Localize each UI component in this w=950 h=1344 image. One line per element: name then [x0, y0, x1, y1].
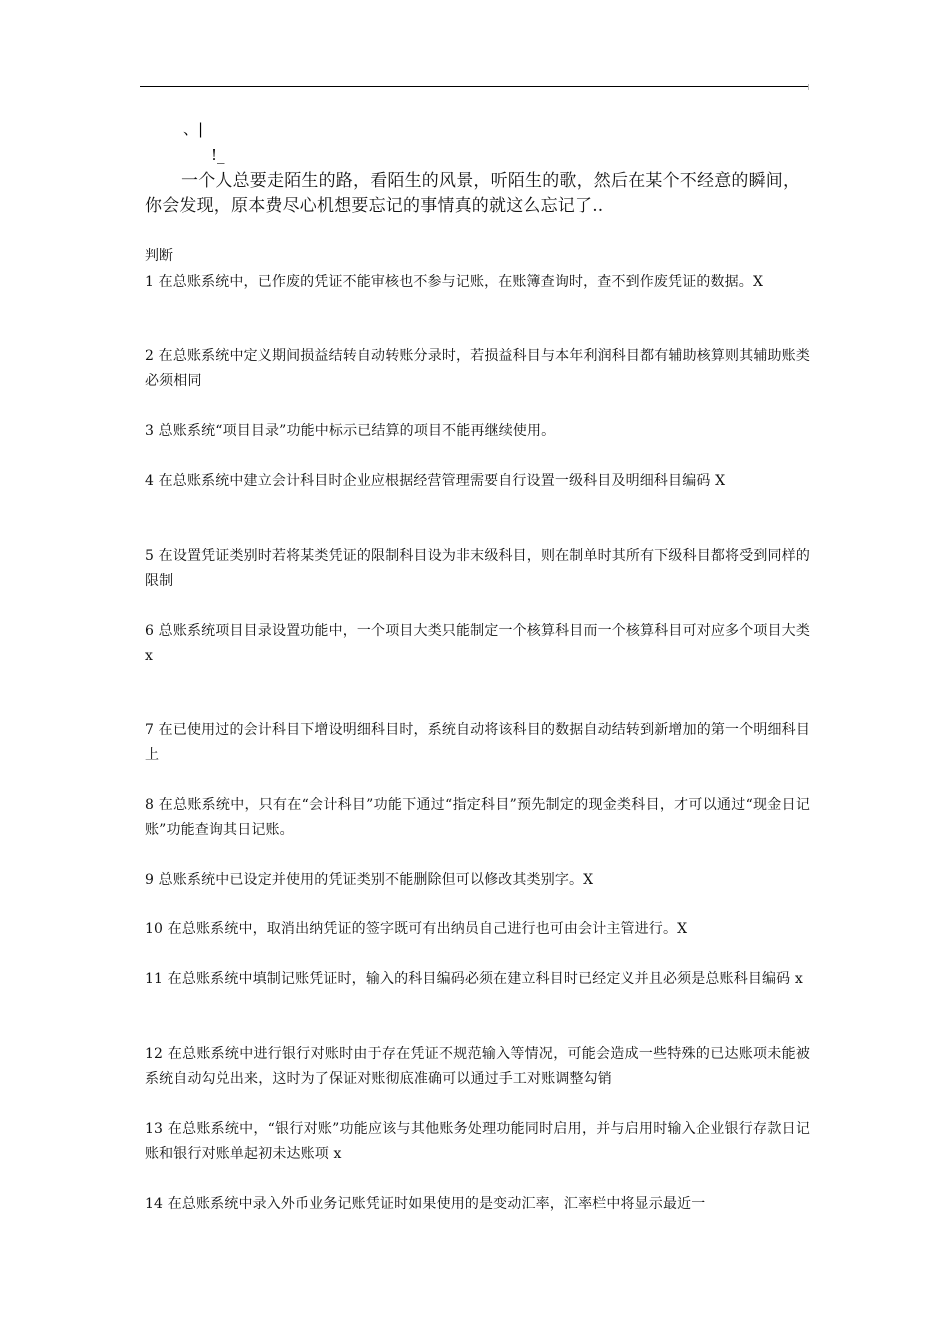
header-rule-end-mark: [808, 84, 809, 90]
question-item: 8 在总账系统中，只有在“会计科目”功能下通过“指定科目”预先制定的现金类科目，才可以通过“现金日记账”功能查询其日记账。: [145, 797, 810, 838]
intro-paragraph: 一个人总要走陌生的路，看陌生的风景，听陌生的歌，然后在某个不经意的瞬间，你会发现，原本费尽心机想要忘记的事情真的就这么忘记了..: [145, 171, 801, 216]
question-item: 14 在总账系统中录入外币业务记账凭证时如果使用的是变动汇率，汇率栏中将显示最近一: [145, 1196, 706, 1212]
question-item: 10 在总账系统中，取消出纳凭证的签字既可有出纳员自己进行也可由会计主管进行。X: [145, 921, 688, 937]
question-item: 12 在总账系统中进行银行对账时由于存在凭证不规范输入等情况，可能会造成一些特殊的已达账项未能被系统自动勾兑出来，这时为了保证对账彻底准确可以通过手工对账调整勾销: [145, 1046, 810, 1087]
question-item: 9 总账系统中已设定并使用的凭证类别不能删除但可以修改其类别字。X: [145, 872, 594, 888]
question-item: 11 在总账系统中填制记账凭证时，输入的科目编码必须在建立科目时已经定义并且必须是总账科目编码 x: [145, 971, 803, 987]
question-item: 3 总账系统“项目目录”功能中标示已结算的项目不能再继续使用。: [145, 423, 556, 439]
question-item: 6 总账系统项目目录设置功能中，一个项目大类只能制定一个核算科目而一个核算科目可对应多个项目大类 x: [145, 623, 810, 664]
fragment-mark-1: 、|: [183, 120, 204, 138]
question-item: 13 在总账系统中，“银行对账”功能应该与其他账务处理功能同时启用，并与启用时输入企业银行存款日记账和银行对账单起初未达账项 x: [145, 1121, 810, 1162]
section-heading: 判断: [145, 248, 173, 264]
question-item: 1 在总账系统中，已作废的凭证不能审核也不参与记账，在账簿查询时，查不到作废凭证的数据。X: [145, 274, 764, 290]
question-item: 5 在设置凭证类别时若将某类凭证的限制科目设为非末级科目，则在制单时其所有下级科目都将受到同样的限制: [145, 548, 810, 589]
question-item: 4 在总账系统中建立会计科目时企业应根据经营管理需要自行设置一级科目及明细科目编码 X: [145, 473, 726, 489]
question-item: 2 在总账系统中定义期间损益结转自动转账分录时，若损益科目与本年利润科目都有辅助核算则其辅助账类必须相同: [145, 348, 810, 389]
question-item: 7 在已使用过的会计科目下增设明细科目时，系统自动将该科目的数据自动结转到新增加的第一个明细科目上: [145, 722, 810, 763]
header-rule: [140, 86, 808, 87]
fragment-mark-2: !_: [211, 146, 225, 164]
